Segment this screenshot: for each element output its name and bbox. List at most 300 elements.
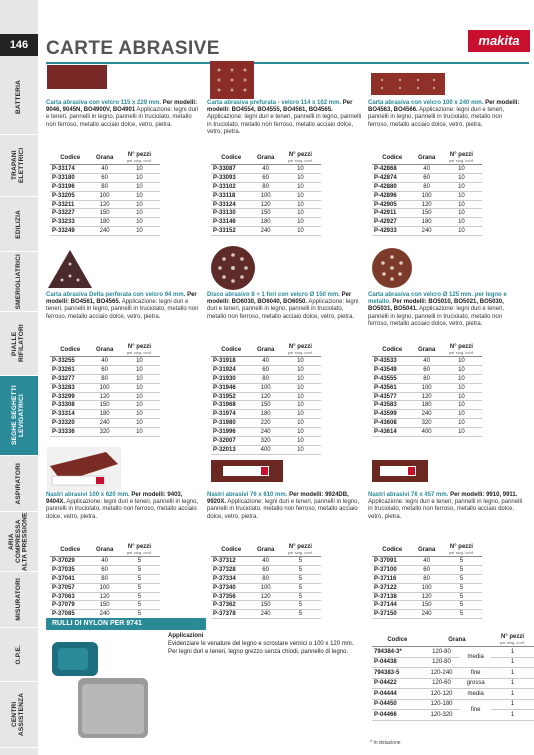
grit-value: 150 <box>412 601 440 610</box>
quantity-value: 10 <box>280 218 321 227</box>
grit-value: 80 <box>90 374 118 383</box>
grit-value: 120-80 <box>423 657 461 668</box>
product-code: P-04466 <box>372 710 423 721</box>
grit-value: 60 <box>251 365 279 374</box>
grit-value: 120 <box>90 392 118 401</box>
product-application: Applicazione: legni duri e teneri, pannelli in legno, pannelli in truciolato, metallo non ferroso, metallo acciaio dolce, vetro, pietra. <box>207 299 359 320</box>
table-row <box>50 392 160 401</box>
product-table <box>372 342 482 437</box>
grit-value: 120-180 <box>423 699 461 710</box>
product-code: P-42905 <box>372 200 412 209</box>
product-code: P-37029 <box>50 557 90 566</box>
quantity-value: 10 <box>119 392 160 401</box>
table-row <box>50 227 160 236</box>
product-code: P-37079 <box>50 601 90 610</box>
product-block <box>46 492 201 619</box>
sidebar-tab[interactable] <box>0 376 38 456</box>
grit-value: 60 <box>90 173 118 182</box>
sidebar-tab-label: PIALLE RIFILATORI <box>11 324 25 363</box>
product-code: P-42874 <box>372 173 412 182</box>
grit-value: 80 <box>251 374 279 383</box>
grit-value: 180 <box>251 410 279 419</box>
quantity-value: 5 <box>119 557 160 566</box>
table-row <box>211 610 321 619</box>
product-code: P-37116 <box>372 574 412 583</box>
product-code: P-33196 <box>50 182 90 191</box>
product-code: P-37138 <box>372 592 412 601</box>
product-code: P-33314 <box>50 410 90 419</box>
table-row <box>211 374 321 383</box>
quantity-value: 10 <box>119 357 160 366</box>
table-row <box>372 710 534 721</box>
grit-value: 180 <box>90 218 118 227</box>
product-code: P-33255 <box>50 357 90 366</box>
sidebar-tab[interactable] <box>0 682 38 748</box>
table-row <box>372 218 482 227</box>
quantity-value: 5 <box>119 583 160 592</box>
product-code: P-33174 <box>50 165 90 174</box>
product-code: P-33299 <box>50 392 90 401</box>
column-header-code: Codice <box>211 542 251 557</box>
quantity-value: 10 <box>119 165 160 174</box>
table-row <box>211 437 321 446</box>
table-row <box>50 565 160 574</box>
product-code: P-43614 <box>372 428 412 437</box>
table-row <box>372 374 482 383</box>
column-header-code: Codice <box>50 342 90 357</box>
product-description <box>46 100 201 150</box>
product-description <box>46 492 201 542</box>
product-application: Applicazione: legni duri e teneri, pannelli in legno, pannelli in truciolato, metallo non ferroso, metallo acciaio dolce, vetro, pietra. <box>207 114 362 135</box>
product-code: P-33102 <box>211 182 251 191</box>
nylon-text-1: Evidenziare le venature del legno e scrostare vernici o 100 x 120 mm. <box>168 641 354 648</box>
quantity-value: 10 <box>441 209 482 218</box>
grit-value: 100 <box>251 383 279 392</box>
quantity-value: 10 <box>441 227 482 236</box>
column-header-code: Codice <box>50 150 90 165</box>
quantity-value: 5 <box>441 601 482 610</box>
table-row <box>372 647 534 658</box>
table-row <box>372 357 482 366</box>
table-row <box>372 583 482 592</box>
sidebar-tab-label: TRAPANI ELETTRICI <box>11 147 25 184</box>
column-header-code: Codice <box>372 150 412 165</box>
column-header-qty: N° pezzi per sing. conf. <box>119 342 160 357</box>
sidebar-tab[interactable] <box>0 252 38 312</box>
grit-value: 120-80 <box>423 647 461 658</box>
grade-value: grossa <box>460 678 491 689</box>
product-code: P-43555 <box>372 374 412 383</box>
grit-value: 100 <box>90 583 118 592</box>
table-row <box>372 668 534 679</box>
product-code: P-31918 <box>211 357 251 366</box>
column-header-grit: Grana <box>423 632 491 647</box>
grit-value: 120 <box>90 592 118 601</box>
column-header-qty: N° pezzi per sing. conf. <box>441 342 482 357</box>
product-code: 794384-3* <box>372 647 423 658</box>
product-code: P-42896 <box>372 191 412 200</box>
grit-value: 100 <box>412 191 440 200</box>
grit-value: 60 <box>412 173 440 182</box>
table-row <box>372 592 482 601</box>
product-title: Carta abrasiva con velcro Ø 125 mm. per legno e metallo. <box>368 292 507 306</box>
product-title: Nastri abrasivi 76 x 610 mm. <box>207 492 288 498</box>
product-title: Nastri abrasivi 76 x 457 mm. <box>368 492 449 498</box>
product-block <box>207 292 362 455</box>
table-row <box>372 410 482 419</box>
sidebar-tab[interactable] <box>0 628 38 682</box>
product-description <box>207 492 362 542</box>
quantity-value: 5 <box>280 583 321 592</box>
table-row <box>211 165 321 174</box>
quantity-value: 5 <box>280 610 321 619</box>
table-row <box>211 173 321 182</box>
grit-value: 40 <box>90 557 118 566</box>
product-title: Disco abrasivo 8 + 1 fori con velcro Ø 150 mm. <box>207 292 340 298</box>
table-row <box>372 565 482 574</box>
table-row <box>372 610 482 619</box>
product-code: P-32007 <box>211 437 251 446</box>
product-block <box>46 292 201 437</box>
grit-value: 180 <box>251 218 279 227</box>
sanding-belt-100-image <box>46 446 122 492</box>
brush-sander-image <box>48 634 160 744</box>
product-application: Applicazione: legni duri e teneri, pannelli in legno, pannelli in truciolato, metallo non ferroso, metallo acciaio dolce, vetro, pietra. <box>46 299 199 320</box>
table-row <box>211 419 321 428</box>
quantity-value: 5 <box>280 557 321 566</box>
quantity-value: 1 <box>491 699 534 710</box>
table-row <box>211 218 321 227</box>
grit-value: 60 <box>251 173 279 182</box>
sidebar-tab[interactable] <box>0 135 38 197</box>
quantity-value: 10 <box>280 401 321 410</box>
quantity-value: 10 <box>280 410 321 419</box>
product-table <box>372 150 482 236</box>
sidebar-tab-label: MISURATORI <box>14 578 22 621</box>
table-row <box>50 357 160 366</box>
grit-value: 240 <box>90 227 118 236</box>
product-code: P-04450 <box>372 699 423 710</box>
column-header-qty: N° pezzi per sing. conf. <box>280 342 321 357</box>
table-row <box>372 401 482 410</box>
footnote: * In dotazione <box>370 740 401 746</box>
quantity-value: 10 <box>441 383 482 392</box>
quantity-value: 5 <box>441 610 482 619</box>
grit-value: 100 <box>412 583 440 592</box>
grit-value: 80 <box>90 182 118 191</box>
side-navigation <box>0 0 38 755</box>
sandpaper-strip-image <box>370 72 446 96</box>
table-row <box>211 574 321 583</box>
product-code: P-33130 <box>211 209 251 218</box>
grit-value: 220 <box>251 419 279 428</box>
quantity-value: 10 <box>280 200 321 209</box>
sidebar-tab-label: EDILIZIA <box>14 209 22 239</box>
grit-value: 240 <box>251 428 279 437</box>
product-code: P-33211 <box>50 200 90 209</box>
quantity-value: 10 <box>441 200 482 209</box>
quantity-value: 10 <box>119 182 160 191</box>
table-row <box>372 165 482 174</box>
delta-sandpaper-image <box>46 248 94 292</box>
product-code: P-31952 <box>211 392 251 401</box>
quantity-value: 10 <box>280 383 321 392</box>
nylon-roller-table <box>372 632 534 721</box>
grit-value: 40 <box>412 357 440 366</box>
table-row <box>50 557 160 566</box>
grit-value: 80 <box>90 574 118 583</box>
table-row <box>50 419 160 428</box>
table-row <box>211 365 321 374</box>
grit-value: 60 <box>90 565 118 574</box>
column-header-grit: Grana <box>251 342 279 357</box>
table-row <box>211 357 321 366</box>
quantity-value: 10 <box>119 401 160 410</box>
table-row <box>211 227 321 236</box>
grit-value: 40 <box>90 357 118 366</box>
product-code: P-43561 <box>372 383 412 392</box>
product-description <box>368 292 523 342</box>
sidebar-tab-label: SMERIGLIATRICI <box>14 253 22 310</box>
table-row <box>211 410 321 419</box>
grit-value: 40 <box>412 557 440 566</box>
table-row <box>372 191 482 200</box>
grit-value: 240 <box>251 610 279 619</box>
table-row <box>211 401 321 410</box>
quantity-value: 10 <box>441 165 482 174</box>
table-row <box>372 574 482 583</box>
table-row <box>50 583 160 592</box>
product-code: P-33249 <box>50 227 90 236</box>
product-models: Per modelli: BO5010, BO5021, BO5030, BO5031, BO5041. <box>368 299 504 313</box>
column-header-code: Codice <box>372 342 412 357</box>
table-row <box>50 574 160 583</box>
quantity-value: 5 <box>119 565 160 574</box>
product-code: P-33087 <box>211 165 251 174</box>
product-code: P-33283 <box>50 383 90 392</box>
quantity-value: 1 <box>491 678 534 689</box>
product-code: P-33233 <box>50 218 90 227</box>
product-code: P-04438 <box>372 657 423 668</box>
table-row <box>50 428 160 437</box>
product-table <box>50 150 160 236</box>
product-code: P-33227 <box>50 209 90 218</box>
grit-value: 80 <box>251 182 279 191</box>
column-header-grit: Grana <box>412 150 440 165</box>
grit-value: 320 <box>251 437 279 446</box>
product-code: P-37328 <box>211 565 251 574</box>
quantity-value: 10 <box>441 428 482 437</box>
product-title: Carta abrasiva prefurata - velcro 114 x 102 mm. <box>207 100 342 106</box>
product-code: P-33336 <box>50 428 90 437</box>
grit-value: 240 <box>251 227 279 236</box>
product-block <box>46 100 201 236</box>
quantity-value: 10 <box>119 428 160 437</box>
quantity-value: 10 <box>280 191 321 200</box>
table-row <box>211 565 321 574</box>
quantity-value: 5 <box>441 565 482 574</box>
quantity-value: 5 <box>119 610 160 619</box>
product-code: P-33152 <box>211 227 251 236</box>
grade-value: fine <box>460 668 491 679</box>
product-code: P-33093 <box>211 173 251 182</box>
quantity-value: 10 <box>119 209 160 218</box>
grit-value: 60 <box>412 565 440 574</box>
column-header-grit: Grana <box>412 342 440 357</box>
product-models: Per modelli: BO4561, BO4565. <box>46 292 197 306</box>
quantity-value: 10 <box>280 165 321 174</box>
column-header-qty: N° pezzi per sing. conf. <box>280 542 321 557</box>
product-code: P-43533 <box>372 357 412 366</box>
table-row <box>211 200 321 209</box>
quantity-value: 10 <box>119 218 160 227</box>
product-code: P-42927 <box>372 218 412 227</box>
table-row <box>211 557 321 566</box>
table-row <box>372 657 534 668</box>
table-row <box>50 173 160 182</box>
grit-value: 80 <box>251 574 279 583</box>
product-code: P-31968 <box>211 401 251 410</box>
sanding-belt-76-457-image <box>370 456 430 486</box>
quantity-value: 1 <box>491 657 534 668</box>
grit-value: 240 <box>90 610 118 619</box>
product-models: Per modelli: 9910, 9911. <box>450 492 518 498</box>
product-title: Carta abrasiva con velcro 100 x 240 mm. <box>368 100 484 106</box>
product-block <box>207 100 362 236</box>
quantity-value: 5 <box>119 601 160 610</box>
product-table <box>211 542 321 619</box>
quantity-value: 1 <box>491 689 534 700</box>
quantity-value: 10 <box>119 410 160 419</box>
grit-value: 240 <box>412 610 440 619</box>
grit-value: 150 <box>412 209 440 218</box>
sidebar-tab[interactable] <box>0 456 38 512</box>
quantity-value: 10 <box>441 173 482 182</box>
product-code: P-32013 <box>211 445 251 454</box>
table-row <box>211 209 321 218</box>
table-row <box>372 678 534 689</box>
sidebar-tab[interactable] <box>0 572 38 628</box>
sidebar-tab[interactable] <box>0 197 38 252</box>
sanding-disc-125-image <box>370 246 414 290</box>
sidebar-tab[interactable] <box>0 512 38 572</box>
quantity-value: 10 <box>441 410 482 419</box>
product-code: P-04444 <box>372 689 423 700</box>
grit-value: 100 <box>251 191 279 200</box>
table-row <box>372 601 482 610</box>
product-code: P-31930 <box>211 374 251 383</box>
table-row <box>372 365 482 374</box>
grit-value: 180 <box>90 410 118 419</box>
product-code: P-37057 <box>50 583 90 592</box>
column-header-grit: Grana <box>90 342 118 357</box>
quantity-value: 10 <box>280 209 321 218</box>
product-code: P-43599 <box>372 410 412 419</box>
quantity-value: 5 <box>119 574 160 583</box>
product-code: P-37362 <box>211 601 251 610</box>
table-row <box>372 200 482 209</box>
grit-value: 320 <box>412 419 440 428</box>
nylon-description <box>168 633 360 656</box>
sanding-belt-76-610-image <box>209 456 285 486</box>
quantity-value: 5 <box>119 592 160 601</box>
sidebar-tab-label: O.P.E. <box>14 644 22 665</box>
quantity-value: 5 <box>280 601 321 610</box>
product-code: P-37035 <box>50 565 90 574</box>
quantity-value: 5 <box>280 574 321 583</box>
product-description <box>46 292 201 342</box>
grit-value: 40 <box>90 165 118 174</box>
product-application: Applicazione: legni duri e teneri, pannelli in legno, pannelli in truciolato, metallo non ferroso, metallo acciaio dolce, vetro, pietra. <box>368 107 505 128</box>
table-row <box>372 383 482 392</box>
quantity-value: 5 <box>441 557 482 566</box>
sanding-disc-150-image <box>209 244 257 292</box>
quantity-value: 10 <box>280 392 321 401</box>
product-description <box>368 492 523 542</box>
sidebar-tab[interactable] <box>0 60 38 135</box>
grit-value: 150 <box>90 601 118 610</box>
quantity-value: 10 <box>280 227 321 236</box>
quantity-value: 5 <box>441 583 482 592</box>
table-row <box>50 165 160 174</box>
nylon-applications-title: Applicazioni <box>168 633 204 639</box>
page-title: CARTE ABRASIVE <box>46 38 220 59</box>
column-header-grit: Grana <box>251 150 279 165</box>
column-header-qty: N° pezzi per sing. conf. <box>119 150 160 165</box>
product-code: P-37312 <box>211 557 251 566</box>
grit-value: 120 <box>251 392 279 401</box>
column-header-code: Codice <box>211 342 251 357</box>
table-row <box>211 182 321 191</box>
grit-value: 120 <box>251 200 279 209</box>
product-code: P-31996 <box>211 428 251 437</box>
grit-value: 120-60 <box>423 678 461 689</box>
table-row <box>372 182 482 191</box>
product-code: P-37378 <box>211 610 251 619</box>
sidebar-tab[interactable] <box>0 312 38 376</box>
grit-value: 120-120 <box>423 689 461 700</box>
table-row <box>50 182 160 191</box>
grit-value: 150 <box>251 601 279 610</box>
grit-value: 80 <box>412 574 440 583</box>
product-code: P-43583 <box>372 401 412 410</box>
product-table <box>50 342 160 437</box>
table-row <box>372 699 534 710</box>
grit-value: 150 <box>90 209 118 218</box>
column-header-grit: Grana <box>90 542 118 557</box>
column-header-code: Codice <box>211 150 251 165</box>
product-application: Applicazione: legni duri e teneri, pannelli in legno, pannelli in truciolato, metallo non ferroso, metallo acciaio dolce, vetro, pietra. <box>368 306 505 327</box>
table-row <box>372 392 482 401</box>
quantity-value: 10 <box>119 173 160 182</box>
sidebar-tab-label: ARIA COMPRESSA ALTA PRESSIONE <box>7 512 29 571</box>
table-row <box>211 191 321 200</box>
grit-value: 120 <box>412 200 440 209</box>
table-row <box>50 374 160 383</box>
sandpaper-sheet-image <box>46 64 108 90</box>
table-row <box>50 601 160 610</box>
table-row <box>372 419 482 428</box>
quantity-value: 10 <box>280 437 321 446</box>
table-row <box>211 383 321 392</box>
table-row <box>372 557 482 566</box>
table-row <box>372 173 482 182</box>
product-code: P-37041 <box>50 574 90 583</box>
sidebar-tab-label: CENTRI ASSISTENZA <box>11 692 25 737</box>
product-code: P-37122 <box>372 583 412 592</box>
grit-value: 120 <box>412 592 440 601</box>
quantity-value: 10 <box>119 191 160 200</box>
